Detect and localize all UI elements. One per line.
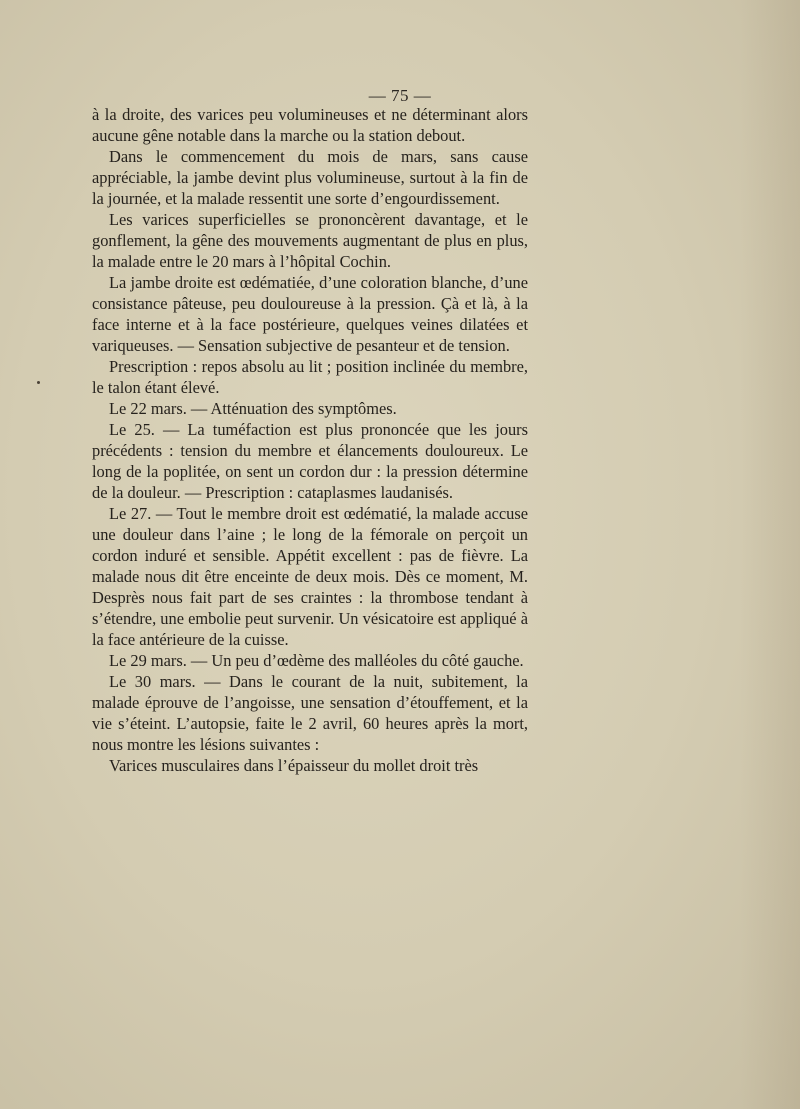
paragraph-continuation: à la droite, des varices peu volumineuses et ne déterminant alors aucune gêne notable dans la marche ou la station debout. bbox=[92, 105, 528, 145]
paragraph: Varices musculaires dans l’épaisseur du mollet droit très bbox=[109, 756, 479, 775]
page-number: — 75 — bbox=[368, 86, 432, 105]
paragraph: Le 30 mars. — Dans le courant de la nuit, subitement, la malade éprouve de l’angoisse, une sensation d’étouffement, et la vie s’éteint. L’autopsie, faite le 2 avril, 60 heures après la mort, nous montre les lésions suivantes : bbox=[92, 672, 528, 754]
paragraph: Le 27. — Tout le membre droit est œdématié, la malade accuse une douleur dans l’aine ; le long de la fémorale on perçoit un cordon induré et sensible. Appétit excellent : pas de fièvre. La malade nous dit être enceinte de deux mois. Dès ce moment, M. Desprès nous fait part de ses craintes : la thrombose tendant à s’étendre, une embolie peut survenir. Un vésicatoire est appliqué à la face antérieure de la cuisse. bbox=[92, 504, 528, 649]
paragraph: Les varices superficielles se prononcèrent davantage, et le gonflement, la gêne des mouvements augmentant de plus en plus, la malade entre le 20 mars à l’hôpital Cochin. bbox=[92, 210, 528, 271]
paragraph: Le 25. — La tuméfaction est plus prononcée que les jours précédents : tension du membre et élancements douloureux. Le long de la poplitée, on sent un cordon dur : la pression détermine de la douleur. — Prescription : cataplasmes laudanisés. bbox=[92, 420, 528, 502]
paragraph: Le 22 mars. — Atténuation des symptômes. bbox=[109, 399, 397, 418]
paragraph: La jambe droite est œdématiée, d’une coloration blanche, d’une consistance pâteuse, peu douloureuse à la pression. Çà et là, à la face interne et à la face postérieure, quelques veines dilatées et variqueuses. — Sensation subjective de pesanteur et de tension. bbox=[92, 273, 528, 355]
body-text bbox=[92, 104, 528, 776]
page-edge-shadow bbox=[740, 0, 800, 1109]
paragraph: Dans le commencement du mois de mars, sans cause appréciable, la jambe devint plus volumineuse, surtout à la fin de la journée, et la malade ressentit une sorte d’engourdissement. bbox=[92, 147, 528, 208]
paragraph: Le 29 mars. — Un peu d’œdème des malléoles du côté gauche. bbox=[109, 651, 524, 670]
ink-speck bbox=[37, 381, 40, 384]
paragraph: Prescription : repos absolu au lit ; position inclinée du membre, le talon étant élevé. bbox=[92, 357, 528, 397]
